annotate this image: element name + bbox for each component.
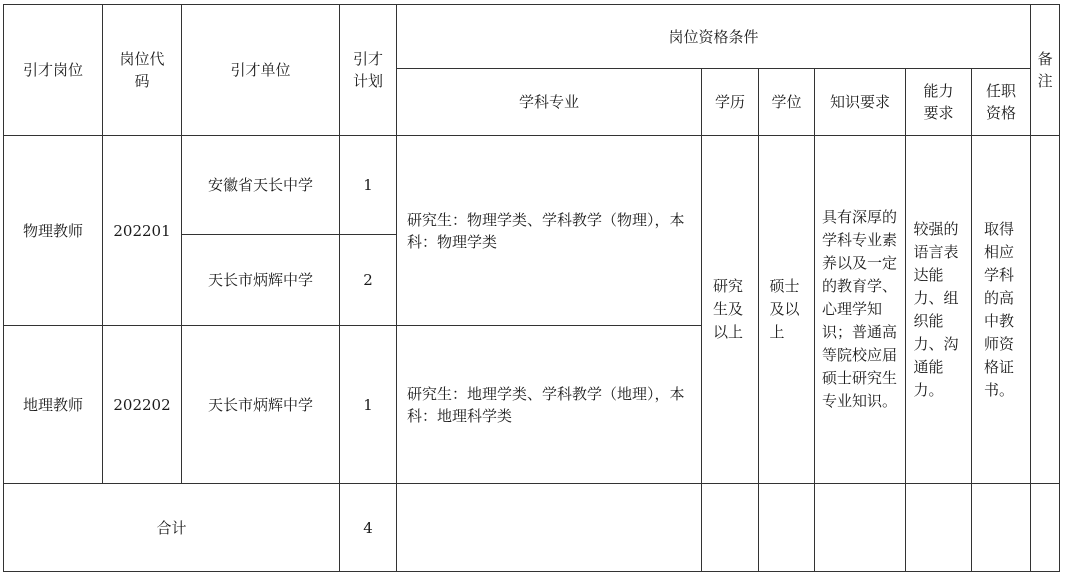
total-certification-empty [972, 484, 1031, 572]
geography-plan-text: 1 [363, 395, 373, 414]
total-major-empty [397, 484, 702, 572]
geography-plan [340, 326, 397, 484]
header-plan-label: 引才计划 [352, 50, 383, 90]
geography-unit [182, 326, 340, 484]
physics-plan-1-text: 1 [363, 176, 373, 194]
shared-certification-text: 取得相应学科的高中教师资格证书。 [984, 219, 1015, 399]
total-degree-empty [759, 484, 815, 572]
physics-post-text: 物理教师 [22, 221, 83, 240]
total-row [4, 484, 1060, 572]
geography-post-text: 地理教师 [22, 395, 83, 414]
header-education [702, 69, 759, 136]
physics-major-text: 研究生：物理学类、学科教学（物理），本科：物理学类 [407, 210, 685, 251]
header-post-label: 引才岗位 [22, 61, 83, 79]
header-unit-label: 引才单位 [230, 61, 291, 79]
header-row-1 [4, 5, 1060, 69]
header-remarks [1031, 5, 1060, 136]
shared-degree [759, 136, 815, 484]
header-education-label: 学历 [714, 93, 745, 111]
header-major [397, 69, 702, 136]
physics-unit-2-text: 天长市炳辉中学 [207, 271, 313, 289]
shared-ability [906, 136, 972, 484]
shared-education [702, 136, 759, 484]
header-degree-label: 学位 [771, 93, 802, 111]
header-major-label: 学科专业 [518, 93, 579, 111]
total-remarks-empty [1031, 484, 1060, 572]
geography-major-text: 研究生：地理学类、学科教学（地理），本科：地理科学类 [407, 384, 685, 425]
geography-code [103, 326, 182, 484]
physics-plan-1 [340, 136, 397, 235]
header-code-label: 岗位代码 [119, 50, 165, 90]
header-remarks-label: 备注 [1037, 50, 1053, 90]
header-knowledge [815, 69, 906, 136]
geography-unit-text: 天长市炳辉中学 [207, 395, 313, 414]
shared-certification [972, 136, 1031, 484]
remarks-cell [1031, 136, 1060, 484]
physics-code [103, 136, 182, 326]
header-qualifications-label: 岗位资格条件 [668, 27, 759, 46]
geography-post [4, 326, 103, 484]
physics-plan-2 [340, 235, 397, 326]
physics-unit-1-text: 安徽省天长中学 [207, 176, 313, 194]
total-ability-empty [906, 484, 972, 572]
total-education-empty [702, 484, 759, 572]
header-plan [340, 5, 397, 136]
shared-knowledge [815, 136, 906, 484]
physics-post [4, 136, 103, 326]
recruitment-table [3, 4, 1060, 572]
table-row [4, 136, 1060, 235]
header-ability-label: 能力要求 [923, 82, 954, 122]
header-degree [759, 69, 815, 136]
header-ability [906, 69, 972, 136]
physics-code-text: 202201 [113, 221, 171, 240]
header-certification [972, 69, 1031, 136]
header-knowledge-label: 知识要求 [829, 93, 890, 111]
physics-unit-2 [182, 235, 340, 326]
total-label [4, 484, 340, 572]
shared-knowledge-text: 具有深厚的学科专业素养以及一定的教育学、心理学知识；普通高等院校应届硕士研究生专业知识。 [822, 208, 898, 410]
physics-plan-2-text: 2 [363, 271, 373, 289]
physics-unit-1 [182, 136, 340, 235]
shared-ability-text: 较强的语言表达能力、组织能力、沟通能力。 [913, 219, 959, 399]
shared-degree-text: 硕士及以上 [769, 277, 800, 341]
total-label-text: 合计 [156, 518, 187, 537]
header-code [103, 5, 182, 136]
header-certification-label: 任职资格 [986, 82, 1017, 122]
total-knowledge-empty [815, 484, 906, 572]
total-plan [340, 484, 397, 572]
geography-code-text: 202202 [113, 395, 171, 414]
geography-major [397, 326, 702, 484]
header-post [4, 5, 103, 136]
header-qualifications [397, 5, 1031, 69]
header-unit [182, 5, 340, 136]
physics-major [397, 136, 702, 326]
shared-education-text: 研究生及以上 [713, 277, 744, 341]
total-plan-text: 4 [363, 518, 373, 537]
